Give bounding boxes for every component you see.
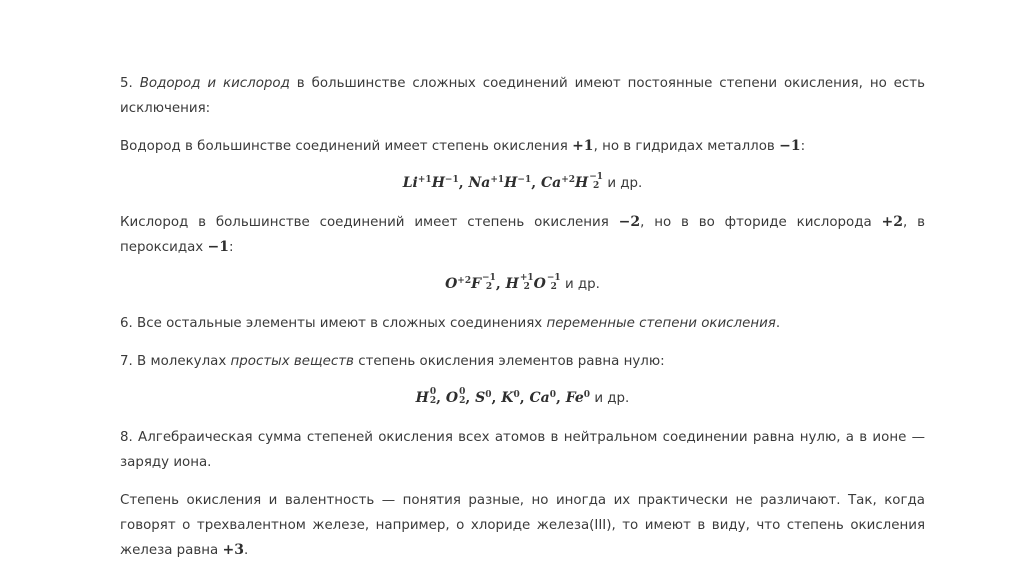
f3-s-sup: 0 — [485, 389, 492, 400]
f1-tail: и др. — [607, 176, 643, 191]
f3-ca: Ca — [529, 390, 550, 406]
f1-na-sup: +1 — [490, 174, 505, 185]
f2-o: O — [445, 276, 458, 292]
f3-tail: и др. — [594, 391, 630, 406]
p6-text: 6. Все остальные элементы имеют в сложных соединениях — [120, 316, 543, 331]
hydrogen-text-2: , но в гидридах металлов — [593, 139, 775, 154]
p9-end: . — [244, 543, 249, 558]
f2-f: F — [471, 276, 482, 292]
f1-h1: H — [431, 175, 445, 191]
paragraph-7 — [120, 349, 925, 374]
f3-h-scripts — [430, 388, 436, 406]
f1-h3-sup: −1 — [589, 172, 604, 182]
p6-italic: переменные степени окисления — [546, 316, 776, 331]
f2-o2-sup: −1 — [546, 273, 561, 283]
hydrogen-text: Водород в большинстве соединений имеет степень окисления — [120, 139, 568, 154]
f3-h: H — [415, 390, 429, 406]
f3-h-sub: 2 — [429, 396, 437, 406]
paragraph-9 — [120, 488, 925, 563]
f2-o2-sub: 2 — [550, 282, 557, 292]
oxygen-text-2: , но в во фториде кислорода — [640, 215, 872, 230]
f2-h: H — [505, 276, 519, 292]
f2-h-scripts — [520, 274, 534, 292]
formula-simple-substances: H 0 2 , O 0 2 , $S^0$, $K^0$, Ca$^0$, Fe$^0$ и др. — [415, 387, 630, 406]
f3-k-sup: 0 — [513, 389, 520, 400]
formula-peroxides: $O^{+2}F$ −1 2 , H +1 2 O −1 2 и др. — [445, 273, 600, 292]
f3-h-sup: 0 — [429, 387, 437, 397]
p5-italic: Водород и кислород — [139, 76, 290, 91]
hydrogen-colon: : — [800, 139, 806, 154]
p5-number: 5. — [120, 76, 133, 91]
f2-h-sup: +1 — [519, 273, 534, 283]
f1-li: Li — [402, 175, 418, 191]
f2-f-sub: 2 — [485, 282, 493, 292]
hydrogen-value-1: +1 — [572, 138, 594, 154]
f1-h1-sup: −1 — [444, 174, 459, 185]
hydrogen-value-2: −1 — [779, 138, 801, 154]
f3-o: O — [445, 390, 459, 406]
f2-o-sup: +2 — [457, 275, 472, 286]
p8-text: 8. Алгебраическая сумма степеней окисления всех атомов в нейтральном соединении равна нулю, а в ионе — заряду иона. — [120, 430, 925, 470]
f2-h-sub: 2 — [523, 282, 530, 292]
f2-tail: и др. — [564, 277, 600, 292]
formula-hydrides: $Li^{+1}H^{-1}$, $Na^{+1}H^{-1}$, $Ca^{+2}H$ −1 2 и др. — [402, 172, 643, 191]
f1-ca-sup: +2 — [561, 174, 575, 185]
p5-text: в большинстве сложных соединений имеют постоянные степени окисления, но есть исключения: — [120, 76, 925, 116]
oxygen-text: Кислород в большинстве соединений имеет степень окисления — [120, 215, 609, 230]
p9-text: Степень окисления и валентность — понятия разные, но иногда их практически не различают. Так, когда говорят о трехвалентном железе, например, о хлориде железа(III), то имеют в виду, что степень окисления железа равна — [120, 493, 925, 558]
f3-ca-sup: 0 — [549, 389, 556, 400]
oxygen-value-1: −2 — [618, 214, 641, 230]
f2-f-scripts — [482, 274, 496, 292]
f1-li-sup: +1 — [417, 174, 432, 185]
f3-o-sub: 2 — [459, 396, 466, 406]
document-page — [120, 71, 925, 576]
paragraph-oxygen — [120, 210, 925, 260]
paragraph-8 — [120, 425, 925, 475]
f2-o2-scripts — [547, 274, 561, 292]
f1-h3-sub: 2 — [593, 181, 600, 191]
paragraph-hydrogen — [120, 134, 925, 159]
paragraph-5 — [120, 71, 925, 121]
f1-h2-sup: −1 — [517, 174, 532, 185]
f3-fe-sup: 0 — [583, 389, 591, 400]
p7-text: 7. В молекулах — [120, 354, 227, 369]
f1-na: Na — [468, 175, 491, 191]
paragraph-6 — [120, 311, 925, 336]
f3-o-scripts — [459, 388, 465, 406]
oxygen-value-3: −1 — [207, 239, 229, 255]
oxygen-colon: : — [228, 240, 234, 255]
oxygen-value-2: +2 — [881, 214, 904, 230]
f1-h3: H — [575, 175, 589, 191]
f3-o-sup: 0 — [459, 387, 466, 397]
f3-s: S — [475, 390, 486, 406]
oxygen-text-3: , в пероксидах — [120, 215, 926, 255]
p7-rest: степень окисления элементов равна нулю: — [358, 354, 665, 369]
p6-end: . — [775, 316, 781, 331]
f2-o2: O — [533, 276, 546, 292]
f1-ca: Ca — [540, 175, 562, 191]
f3-fe: Fe — [565, 390, 584, 406]
f1-h2: H — [504, 175, 518, 191]
f1-h3-scripts — [589, 173, 603, 191]
f2-f-sup: −1 — [482, 273, 496, 283]
p7-italic: простых веществ — [230, 354, 354, 369]
f3-k: K — [501, 390, 514, 406]
p9-value: +3 — [222, 542, 244, 558]
